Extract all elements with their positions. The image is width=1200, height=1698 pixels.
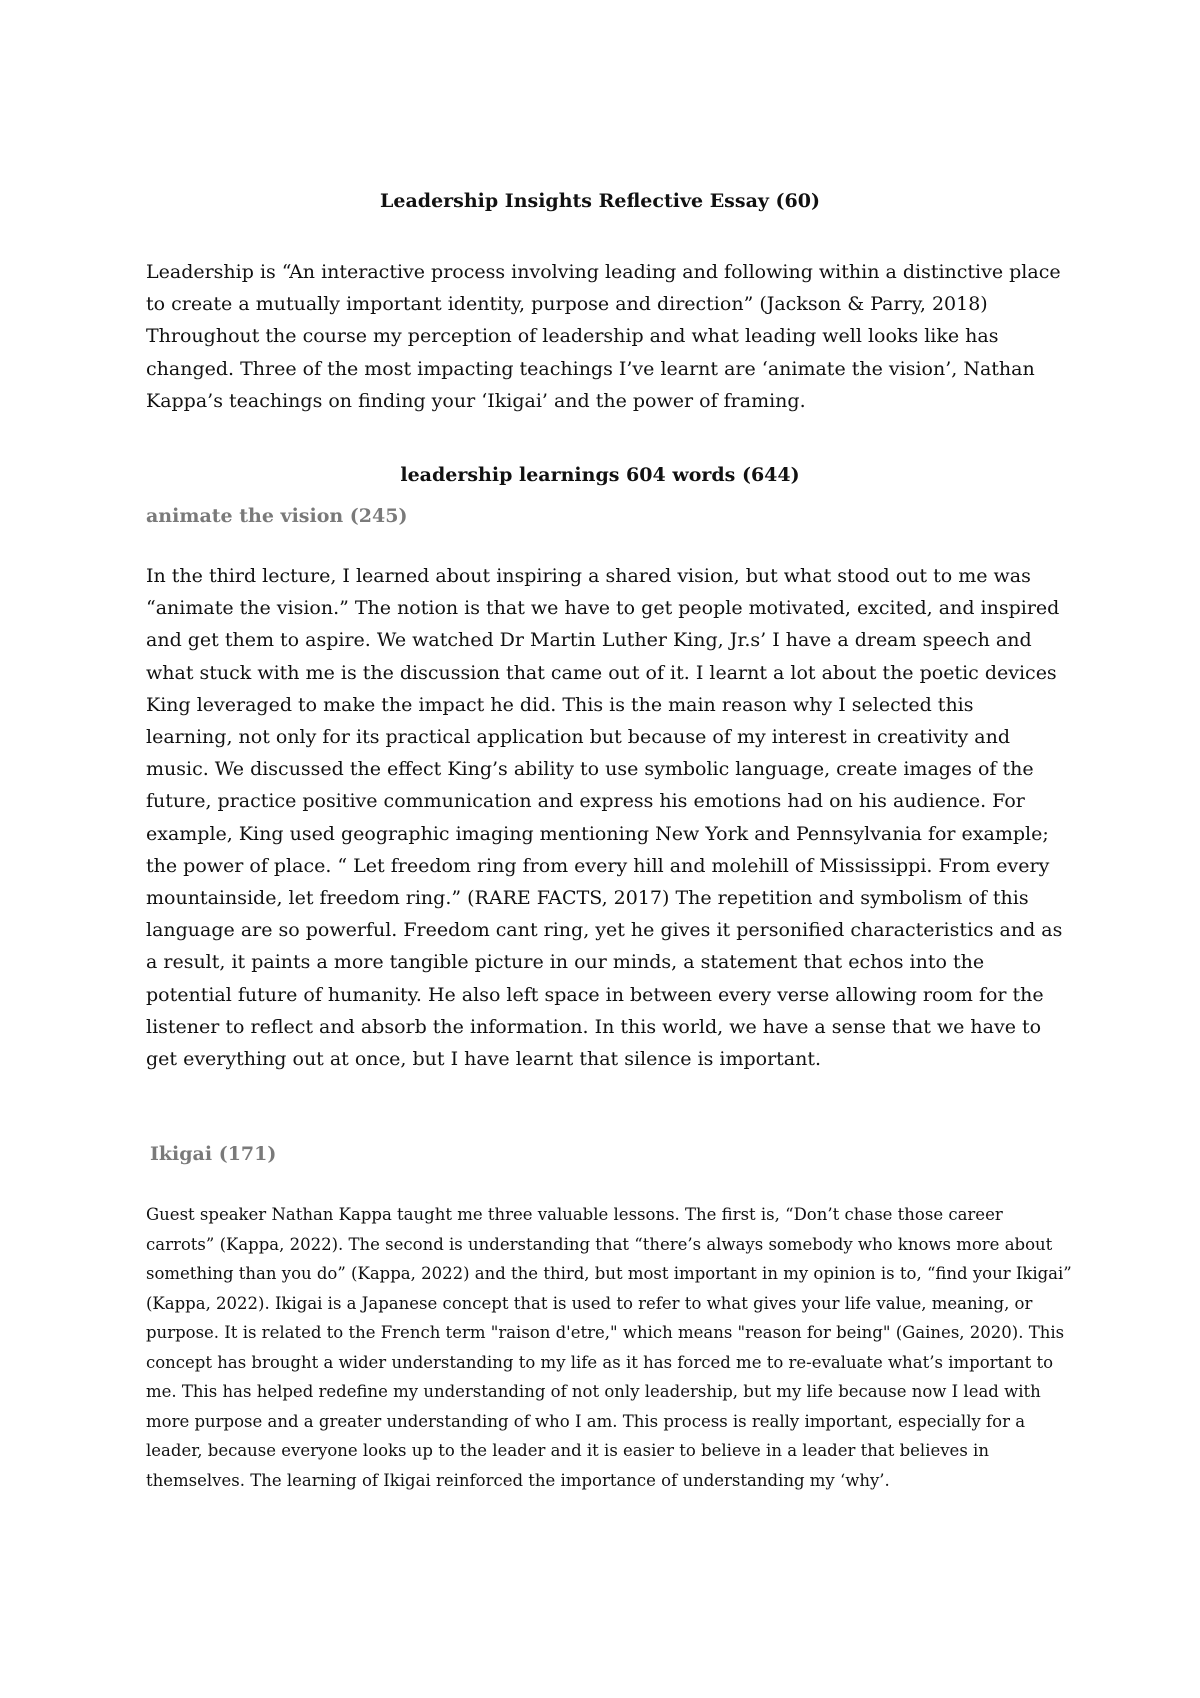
subheading-animate-the-vision: animate the vision (245) [146, 505, 408, 527]
animate-the-vision-paragraph: In the third lecture, I learned about inspiring a shared vision, but what stood out to me was “animate the vision.” The notion is that we have to get people motivated, excited, and inspired and get them to aspire. We watched Dr Martin Luther King, Jr.s’ I have a dream speech and what stuck with me is the discussion that came out of it. I learnt a lot about the poetic devices King leveraged to make the impact he did. This is the main reason why I selected this learning, not only for its practical application but because of my interest in creativity and music. We discussed the effect King’s ability to use symbolic language, create images of the future, practice positive communication and express his emotions had on his audience. For example, King used geographic imaging mentioning New York and Pennsylvania for example; the power of place. “ Let freedom ring from every hill and molehill of Mississippi. From every mountainside, let freedom ring.” (RARE FACTS, 2017) The repetition and symbolism of this language are so powerful. Freedom cant ring, yet he gives it personified characteristics and as a result, it paints a more tangible picture in our minds, a statement that echos into the potential future of humanity. He also left space in between every verse allowing room for the listener to reflect and absorb the information. In this world, we have a sense that we have to get everything out at once, but I have learnt that silence is important. [146, 565, 1063, 1071]
subheading-ikigai: Ikigai (171) [150, 1143, 277, 1165]
intro-paragraph: Leadership is “An interactive process involving leading and following within a distinctive place to create a mutually important identity, purpose and direction” (Jackson & Parry, 2018) Throughout the course my perception of leadership and what leading well looks like has changed. Three of the most impacting teachings I’ve learnt are ‘animate the vision’, Nathan Kappa’s teachings on finding your ‘Ikigai’ and the power of framing. [146, 261, 1061, 412]
section-title: leadership learnings 604 words (644) [400, 464, 800, 486]
ikigai-paragraph: Guest speaker Nathan Kappa taught me three valuable lessons. The first is, “Don’t chase those career carrots” (Kappa, 2022). The second is understanding that “there’s always somebody who knows more about something than you do” (Kappa, 2022) and the third, but most important in my opinion is to, “find your Ikigai” (Kappa, 2022). Ikigai is a Japanese concept that is used to refer to what gives your life value, meaning, or purpose. It is related to the French term "raison d'etre," which means "reason for being" (Gaines, 2020). This concept has brought a wider understanding to my life as it has forced me to re-evaluate what’s important to me. This has helped redefine my understanding of not only leadership, but my life because now I lead with more purpose and a greater understanding of who I am. This process is really important, especially for a leader, because everyone looks up to the leader and it is easier to believe in a leader that believes in themselves. The learning of Ikigai reinforced the importance of understanding my ‘why’. [146, 1205, 1072, 1490]
essay-title: Leadership Insights Reflective Essay (60) [380, 190, 820, 212]
